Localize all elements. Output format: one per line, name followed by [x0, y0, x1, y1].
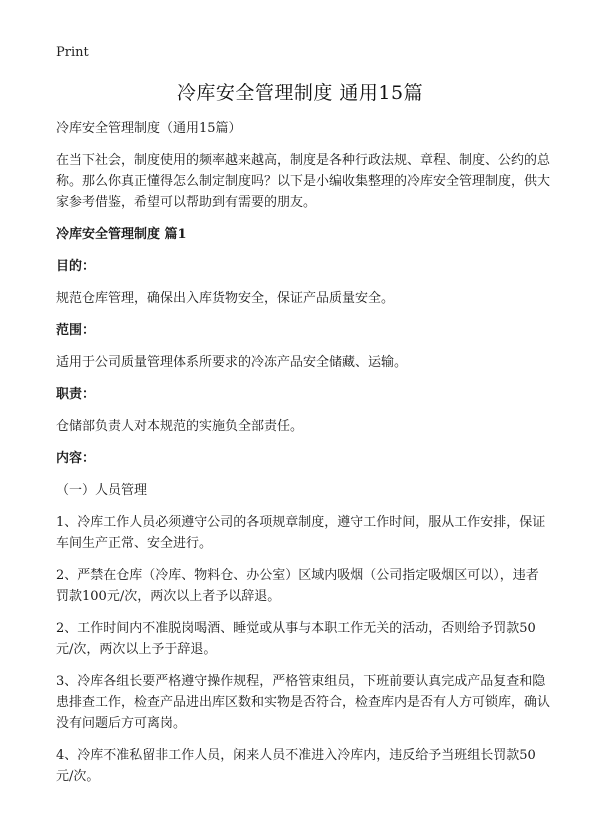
content-label: 内容： [56, 451, 96, 466]
print-link[interactable]: Print [56, 45, 89, 60]
personnel-heading: （一）人员管理 [56, 483, 148, 498]
scope-text: 适用于公司质量管理体系所要求的冷冻产品安全储藏、运输。 [56, 355, 408, 370]
duty-text: 仓储部负责人对本规范的实施负全部责任。 [56, 419, 304, 434]
duty-label: 职责： [56, 387, 96, 402]
list-item: 2、工作时间内不准脱岗喝酒、睡觉或从事与本职工作无关的活动，否则给予罚款50元/次，两次以上予于辞退。 [56, 621, 536, 657]
list-item: 3、冷库各组长要严格遵守操作规程，严格管束组员，下班前要认真完成产品复查和隐患排查工作，检查产品进出库区数和实物是否符合，检查库内是否有人方可锁库，确认没有问题后方可离岗。 [56, 674, 551, 731]
intro-paragraph: 在当下社会，制度使用的频率越来越高，制度是各种行政法规、章程、制度、公约的总称。那么你真正懂得怎么制定制度吗？以下是小编收集整理的冷库安全管理制度，供大家参考借鉴，希望可以帮助到有需要的朋友。 [56, 153, 551, 210]
list-item: 1、冷库工作人员必须遵守公司的各项规章制度，遵守工作时间，服从工作安排，保证车间生产正常、安全进行。 [56, 515, 546, 551]
purpose-label: 目的： [56, 259, 96, 274]
document-subtitle: 冷库安全管理制度（通用15篇） [56, 121, 242, 136]
scope-label: 范围： [56, 323, 96, 338]
purpose-text: 规范仓库管理，确保出入库货物安全，保证产品质量安全。 [56, 291, 395, 306]
section-heading: 冷库安全管理制度 篇1 [56, 227, 187, 242]
list-item: 2、严禁在仓库（冷库、物料仓、办公室）区域内吸烟（公司指定吸烟区可以），违者罚款100元/次，两次以上者予以辞退。 [56, 568, 539, 604]
list-item: 4、冷库不准私留非工作人员，闲来人员不准进入冷库内，违反给予当班组长罚款50元/次。 [56, 748, 536, 784]
document-body [56, 118, 550, 798]
page-title: 冷库安全管理制度 通用15篇 [176, 82, 424, 104]
